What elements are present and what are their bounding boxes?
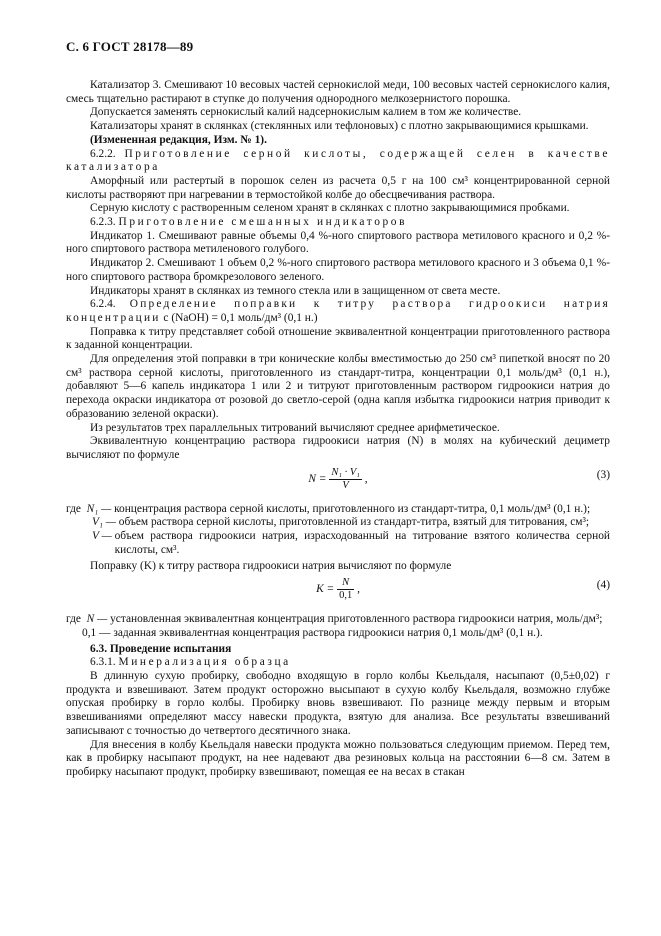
- definition-text: установленная эквивалентная концентрация приготовленного раствора гидроокиси натрия, моль/дм³;: [110, 613, 603, 626]
- definitions-list: [66, 503, 610, 558]
- formula-number: (3): [596, 468, 610, 481]
- section-heading-6-3: 6.3. Проведение испытания: [90, 642, 232, 655]
- formula-lhs: N =: [308, 472, 327, 485]
- section-number: 6.2.2.: [90, 147, 116, 160]
- section-number: 6.2.4.: [90, 298, 116, 311]
- document-body: [66, 79, 610, 780]
- paragraph: Индикаторы хранят в склянках из темного стекла или в защищенном от света месте.: [90, 284, 501, 297]
- where-label: где N₁ —: [66, 502, 115, 515]
- definition-item: [66, 627, 610, 641]
- page-header: С. 6 ГОСТ 28178—89: [66, 39, 194, 54]
- definition-text: объем раствора серной кислоты, приготовленной из стандарт-титра, взятый для титрования, см³;: [118, 516, 590, 529]
- paragraph: Из результатов трех параллельных титрований вычисляют среднее арифметическое.: [90, 421, 500, 434]
- paragraph: Для внесения в колбу Кьельдаля навески продукта можно пользоваться следующим приемом. Перед тем, как в пробирку насыпают продукт, на нее надевают два резиновых кольца на расстоянии 6—8 см. Затем в пробирку насыпают продукт, пробирку взвешивают, помещая ее на весах в стакан: [66, 738, 610, 778]
- section-heading-6-2-2: [66, 148, 610, 175]
- definition-text: заданная эквивалентная концентрация раствора гидроокиси натрия 0,1 моль/дм³ (0,1 н.).: [113, 626, 543, 639]
- definition-term: V —: [92, 530, 115, 543]
- formula-comma: ,: [357, 583, 360, 596]
- paragraph: Серную кислоту с растворенным селеном хранят в склянках с плотно закрывающимися пробками.: [90, 202, 570, 215]
- section-number: 6.3.1.: [90, 656, 116, 669]
- definition-term: V₁ —: [92, 516, 119, 529]
- fraction-denominator: V: [342, 479, 349, 491]
- definition-text: объем раствора гидроокиси натрия, израсходованный на титрование взятого количества серной кислоты, см³.: [114, 530, 610, 556]
- where-label: где N —: [66, 613, 111, 626]
- formula-3: [66, 463, 610, 501]
- formula-comma: ,: [364, 472, 368, 485]
- definition-text: концентрация раствора серной кислоты, приготовленного из стандарт-титра, 0,1 моль/дм³ (0,1 н.);: [114, 502, 591, 515]
- definition-item: [66, 613, 610, 627]
- section-title: Минерализация образца: [118, 656, 291, 669]
- fraction-numerator: N: [337, 577, 354, 590]
- formula-fraction: [337, 577, 354, 602]
- paragraph: Индикатор 1. Смешивают равные объемы 0,4 %-ного спиртового раствора метилового красного и 0,2 %-ного спиртового раствора метиленового голубого.: [66, 229, 610, 256]
- fraction-denominator: 0,1: [339, 590, 353, 602]
- section-heading-6-2-4: [66, 298, 610, 325]
- paragraph: Допускается заменять сернокислый калий надсернокислым калием в том же количестве.: [90, 106, 522, 119]
- definition-term: 0,1 —: [82, 626, 114, 639]
- paragraph: Для определения этой поправки в три конические колбы вместимостью до 250 см³ пипеткой вносят по 20 см³ раствора серной кислоты, приготовленного из стандарт-титра, концентрации 0,1 моль/дм³ (0,1 н.), добавляют 5—6 капель индикатора 1 или 2 и титруют приготовленным раствором гидроокиси натрия до перехода окраски индикатора от розовой до светло-серой (одна капля избытка гидроокиси натрия приводит к образованию зеленой окраски).: [66, 353, 610, 420]
- definition-item: [66, 516, 610, 530]
- paragraph: Индикатор 2. Смешивают 1 объем 0,2 %-ного спиртового раствора метилового красного и 3 объема 0,1 %-ного спиртового раствора бромкрезолового зеленого.: [66, 257, 610, 283]
- fraction-numerator: N₁ · V₁: [331, 466, 360, 478]
- section-heading-6-2-3: [66, 216, 610, 230]
- definition-item: [66, 530, 610, 557]
- formula-lhs: K =: [316, 583, 335, 596]
- formula-fraction: [329, 467, 362, 492]
- definitions-list: [66, 613, 610, 640]
- amendment-note: (Измененная редакция, Изм. № 1).: [90, 133, 267, 146]
- paragraph: Эквивалентную концентрацию раствора гидроокиси натрия (N) в молях на кубический дециметр вычисляют по формуле: [66, 435, 610, 461]
- paragraph: В длинную сухую пробирку, свободно входящую в горло колбы Кьельдаля, насыпают (0,5±0,02) г продукта и взвешивают. Затем продукт осторожно высыпают в сухую колбу Кьельдаля, возможно глубже опуская пробирку в горло колбы. Пробирку вновь взвешивают. По разнице между первым и вторым взвешиваниями определяют массу навески продукта, взятую для анализа. Все результаты взвешиваний записывают с точностью до четвертого десятичного знака.: [66, 670, 610, 737]
- section-title: Приготовление серной кислоты, содержащей селен в качестве катализатора: [66, 147, 610, 174]
- section-heading-6-3-1: [66, 656, 610, 670]
- paragraph: Катализаторы хранят в склянках (стеклянных или тефлоновых) с плотно закрывающимися крышками.: [90, 120, 589, 133]
- section-title: Приготовление смешанных индикаторов: [118, 216, 408, 229]
- section-title: Определение поправки к титру раствора гидроокиси натрия концентрации: [66, 298, 610, 324]
- section-title-formula: c (NaOH) = 0,1 моль/дм³ (0,1 н.): [163, 311, 318, 324]
- definition-item: [66, 503, 610, 517]
- paragraph: Катализатор 3. Смешивают 10 весовых частей сернокислой меди, 100 весовых частей сернокислого калия, смесь тщательно растирают в ступке до получения однородного мелкозернистого порошка.: [66, 79, 610, 105]
- paragraph: Аморфный или растертый в порошок селен из расчета 0,5 г на 100 см³ концентрированной серной кислоты растворяют при нагревании в термостойкой колбе до обесцвечивания раствора.: [66, 174, 610, 201]
- formula-number: (4): [596, 579, 610, 592]
- paragraph: Поправка к титру представляет собой отношение эквивалентной концентрации приготовленного раствора к заданной концентрации.: [66, 325, 610, 352]
- paragraph: Поправку (K) к титру раствора гидроокиси натрия вычисляют по формуле: [90, 559, 452, 572]
- section-number: 6.2.3.: [90, 216, 116, 229]
- formula-4: [66, 573, 610, 611]
